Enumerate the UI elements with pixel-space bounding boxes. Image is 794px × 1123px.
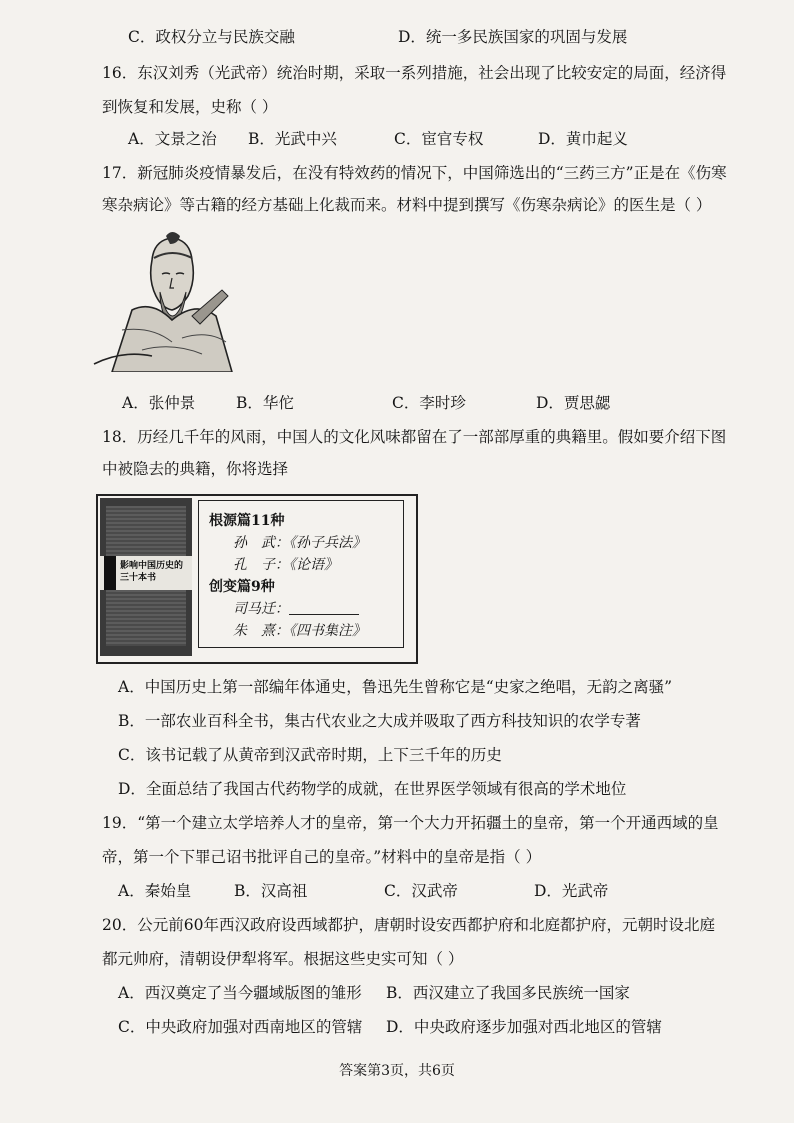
q16-option-d[interactable]: D．黄巾起义 (538, 130, 628, 148)
book-cover-title: 影响中国历史的三十本书 (120, 561, 184, 583)
q18-option-b[interactable]: B．一部农业百科全书，集古代农业之大成并吸取了西方科技知识的农学专著 (118, 712, 641, 730)
q16-stem-line1: 16．东汉刘秀（光武帝）统治时期，采取一系列措施，社会出现了比较安定的局面，经济得 (102, 64, 727, 82)
q20-stem-line2: 都元帅府，清朝设伊犁将军。根据这些史实可知（ ） (102, 950, 464, 968)
q18-option-c[interactable]: C．该书记载了从黄帝到汉武帝时期，上下三千年的历史 (118, 746, 502, 764)
q17-option-a[interactable]: A．张仲景 (122, 394, 196, 412)
list-row-sunwu: 孙 武：《孙子兵法》 (233, 535, 366, 551)
q16-option-b[interactable]: B．光武中兴 (248, 130, 337, 148)
q17-option-c[interactable]: C．李时珍 (392, 394, 466, 412)
q15-option-c[interactable]: C．政权分立与民族交融 (128, 28, 295, 46)
book-cover-image (100, 498, 192, 656)
list-row-zhuxi: 朱 熹：《四书集注》 (233, 623, 366, 639)
q18-stem-line2: 中被隐去的典籍，你将选择 (102, 460, 289, 478)
list-heading-innovation: 创变篇9种 (209, 579, 275, 595)
list-heading-roots: 根源篇11种 (209, 513, 285, 529)
q16-option-a[interactable]: A．文景之治 (128, 130, 217, 148)
book-figure (96, 494, 418, 664)
q20-option-c[interactable]: C．中央政府加强对西南地区的管辖 (118, 1018, 363, 1036)
cover-seal-icon (104, 556, 116, 590)
q19-option-a[interactable]: A．秦始皇 (118, 882, 192, 900)
q20-option-a[interactable]: A．西汉奠定了当今疆域版图的雏形 (118, 984, 362, 1002)
q19-stem-line2: 帝，第一个下罪己诏书批评自己的皇帝。”材料中的皇帝是指（ ） (102, 848, 542, 866)
book-list-panel (198, 500, 404, 648)
page-footer: 答案第3页，共6页 (339, 1063, 455, 1079)
q19-stem-line1: 19．“第一个建立太学培养人才的皇帝，第一个大力开拓疆土的皇帝，第一个开通西域的皇 (102, 814, 719, 832)
list-row-simaqian (233, 599, 359, 619)
simaqian-label: 司马迁： (233, 601, 289, 617)
q20-stem-line1: 20．公元前60年西汉政府设西域都护，唐朝时设安西都护府和北庭都护府，元朝时设北庭 (102, 916, 715, 934)
q17-option-b[interactable]: B．华佗 (236, 394, 294, 412)
q17-stem-line2: 寒杂病论》等古籍的经方基础上化裁而来。材料中提到撰写《伤寒杂病论》的医生是（ ） (102, 196, 712, 214)
q15-option-d[interactable]: D．统一多民族国家的巩固与发展 (398, 28, 628, 46)
q17-option-d[interactable]: D．贾思勰 (536, 394, 611, 412)
q17-stem-line1: 17．新冠肺炎疫情暴发后，在没有特效药的情况下，中国筛选出的“三药三方”正是在《伤寒 (102, 164, 727, 182)
q18-stem-line1: 18．历经几千年的风雨，中国人的文化风味都留在了一部部厚重的典籍里。假如要介绍下图 (102, 428, 727, 446)
q16-stem-line2: 到恢复和发展，史称（ ） (102, 98, 278, 116)
q20-option-b[interactable]: B．西汉建立了我国多民族统一国家 (386, 984, 630, 1002)
q18-option-a[interactable]: A．中国历史上第一部编年体通史，鲁迅先生曾称它是“史家之绝唱，无韵之离骚” (118, 678, 673, 696)
q18-option-d[interactable]: D．全面总结了我国古代药物学的成就，在世界医学领域有很高的学术地位 (118, 780, 627, 798)
q19-option-c[interactable]: C．汉武帝 (384, 882, 458, 900)
q20-option-d[interactable]: D．中央政府逐步加强对西北地区的管辖 (386, 1018, 662, 1036)
hidden-book-blank (289, 600, 359, 615)
q19-option-d[interactable]: D．光武帝 (534, 882, 609, 900)
q16-option-c[interactable]: C．宦官专权 (394, 130, 484, 148)
list-row-kongzi: 孔 子：《论语》 (233, 557, 338, 573)
q19-option-b[interactable]: B．汉高祖 (234, 882, 308, 900)
zhang-zhongjing-portrait-image (92, 230, 240, 372)
